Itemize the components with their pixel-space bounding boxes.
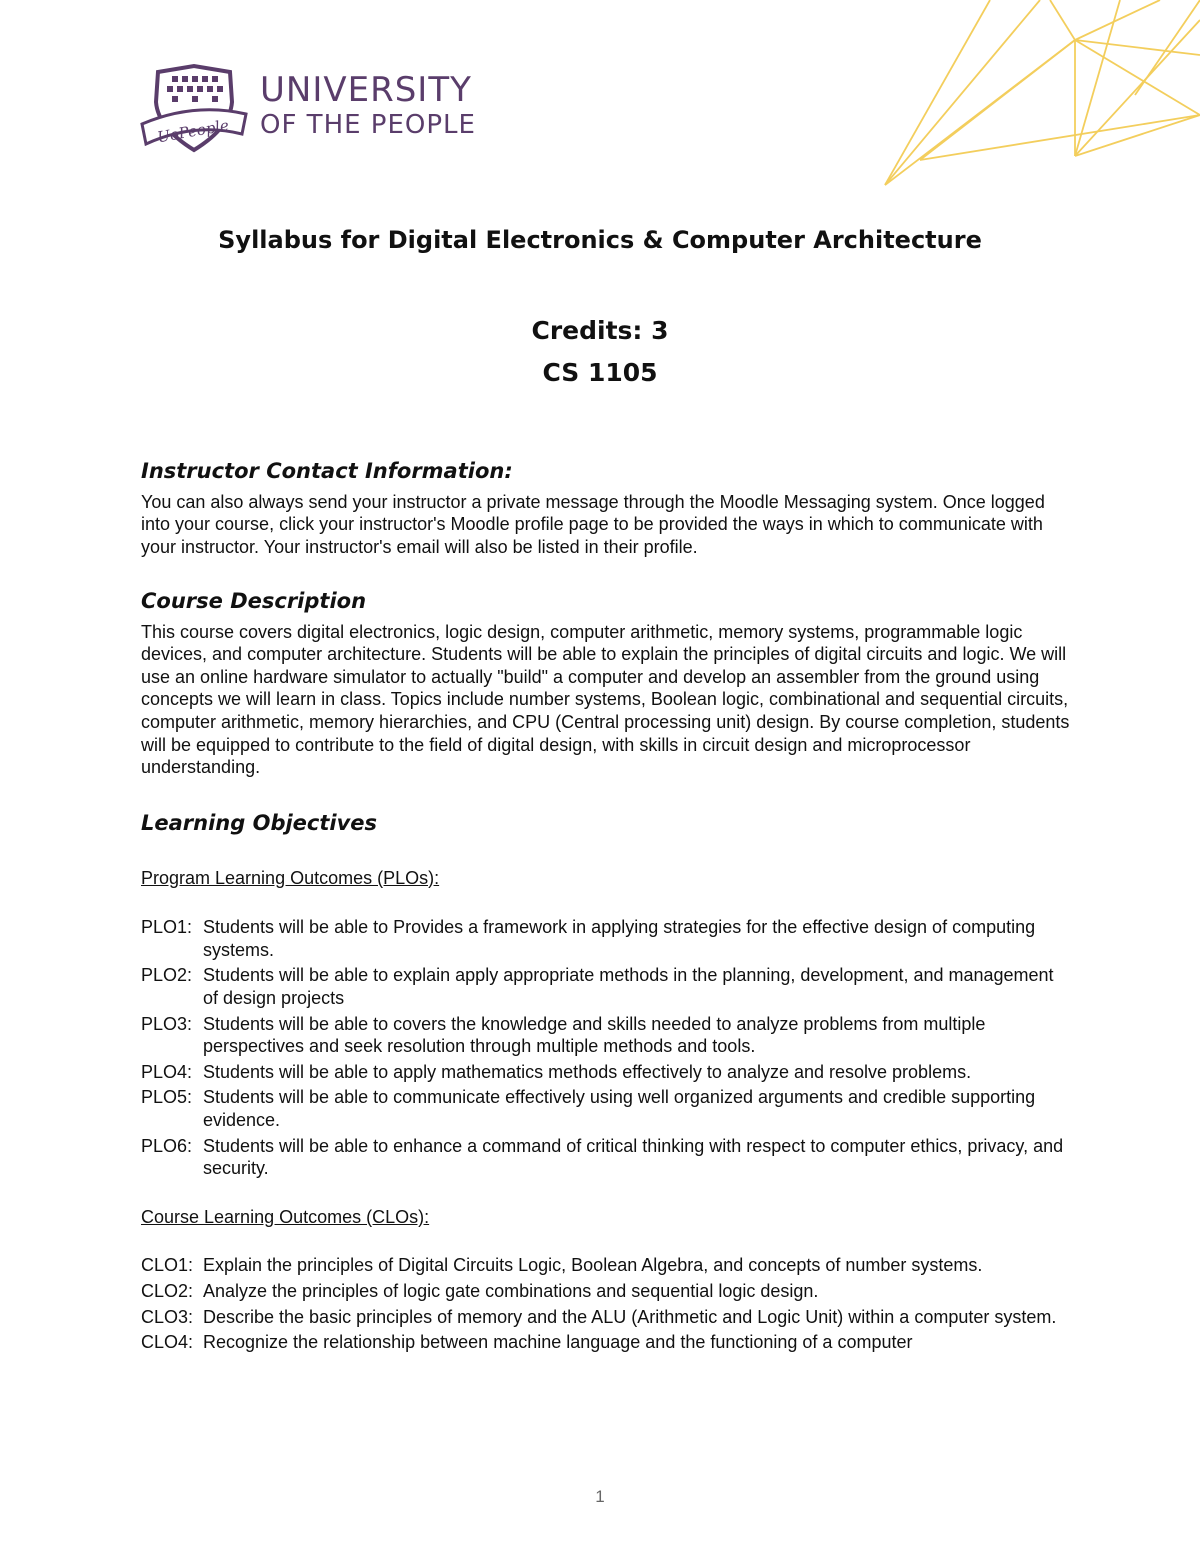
plo-text: Students will be able to communicate effectively using well organized arguments and credible supporting evidence. bbox=[203, 1087, 1036, 1130]
instructor-heading: Instructor Contact Information: bbox=[141, 459, 513, 483]
instructor-section bbox=[141, 460, 1071, 558]
university-logo bbox=[138, 62, 498, 158]
clo-item bbox=[141, 1306, 1071, 1329]
plo-item bbox=[141, 1086, 1071, 1131]
plo-label: PLO2: bbox=[141, 965, 193, 986]
plo-label: PLO6: bbox=[141, 1135, 193, 1156]
plo-item bbox=[141, 964, 1071, 1009]
description-section bbox=[141, 590, 1071, 779]
plo-text: Students will be able to covers the knowledge and skills needed to analyze problems from multiple perspectives and seek resolution through multiple methods and tools. bbox=[203, 1013, 986, 1057]
wordmark-line-2: OF THE PEOPLE bbox=[260, 110, 476, 140]
clo-list bbox=[141, 1254, 1071, 1353]
clo-text: Recognize the relationship between machine language and the functioning of a computer bbox=[203, 1332, 913, 1353]
clo-label: CLO4: bbox=[141, 1332, 194, 1353]
clo-item bbox=[141, 1331, 1071, 1354]
plo-text: Students will be able to explain apply appropriate methods in the planning, development, and management of design projects bbox=[203, 965, 1054, 1008]
clo-label: CLO2: bbox=[141, 1280, 194, 1301]
clo-text: Describe the basic principles of memory and the ALU (Arithmetic and Logic Unit) within a computer system. bbox=[203, 1306, 1057, 1327]
course-code: CS 1105 bbox=[542, 358, 658, 387]
page-title: Syllabus for Digital Electronics & Computer Architecture bbox=[218, 226, 982, 254]
clo-heading: Course Learning Outcomes (CLOs): bbox=[141, 1206, 430, 1227]
crest-icon bbox=[138, 62, 250, 158]
plo-text: Students will be able to enhance a command of critical thinking with respect to computer ethics, privacy, and security. bbox=[203, 1135, 1064, 1179]
clo-text: Analyze the principles of logic gate combinations and sequential logic design. bbox=[203, 1280, 819, 1301]
clo-item bbox=[141, 1280, 1071, 1303]
plo-label: PLO1: bbox=[141, 917, 193, 938]
plo-item bbox=[141, 916, 1071, 961]
wordmark-line-1: UNIVERSITY bbox=[260, 70, 472, 110]
clo-label: CLO1: bbox=[141, 1255, 194, 1276]
objectives-section bbox=[141, 812, 1071, 1354]
clo-item bbox=[141, 1254, 1071, 1277]
plo-label: PLO5: bbox=[141, 1087, 193, 1108]
plo-item bbox=[141, 1135, 1071, 1180]
clo-label: CLO3: bbox=[141, 1306, 194, 1327]
plo-label: PLO3: bbox=[141, 1013, 193, 1034]
plo-text: Students will be able to Provides a framework in applying strategies for the effective design of computing systems. bbox=[203, 917, 1036, 960]
credits: Credits: 3 bbox=[531, 316, 669, 345]
plo-list bbox=[141, 916, 1071, 1180]
clo-text: Explain the principles of Digital Circuits Logic, Boolean Algebra, and concepts of number systems. bbox=[203, 1255, 983, 1276]
plo-label: PLO4: bbox=[141, 1061, 193, 1082]
decorative-gold-lines bbox=[860, 0, 1200, 200]
plo-item bbox=[141, 1013, 1071, 1058]
plo-heading: Program Learning Outcomes (PLOs): bbox=[141, 867, 440, 888]
objectives-heading: Learning Objectives bbox=[141, 811, 378, 835]
plo-text: Students will be able to apply mathematics methods effectively to analyze and resolve problems. bbox=[203, 1061, 972, 1082]
description-body: This course covers digital electronics, logic design, computer arithmetic, memory systems, programmable logic devices, and computer architecture. Students will be able to explain the principles of digital circuits and logic. We will use an online hardware simulator to actually "build" a computer and develop an assembler from the ground using concepts we will learn in class. Topics include number systems, Boolean logic, combinational and sequential circuits, computer arithmetic, memory hierarchies, and CPU (Central processing unit) design. By course completion, students will be equipped to contribute to the field of digital design, with skills in circuit design and microprocessor understanding. bbox=[141, 621, 1070, 778]
plo-item bbox=[141, 1061, 1071, 1084]
description-heading: Course Description bbox=[141, 589, 367, 613]
wordmark bbox=[260, 72, 476, 140]
page-number: 1 bbox=[595, 1487, 605, 1506]
crest-badge-text: UoPeople bbox=[155, 116, 231, 147]
instructor-body: You can also always send your instructor a private message through the Moodle Messaging system. Once logged into your course, click your instructor's Moodle profile page to be provided the ways in which to communicate with your instructor. Your instructor's email will also be listed in their profile. bbox=[141, 491, 1045, 557]
